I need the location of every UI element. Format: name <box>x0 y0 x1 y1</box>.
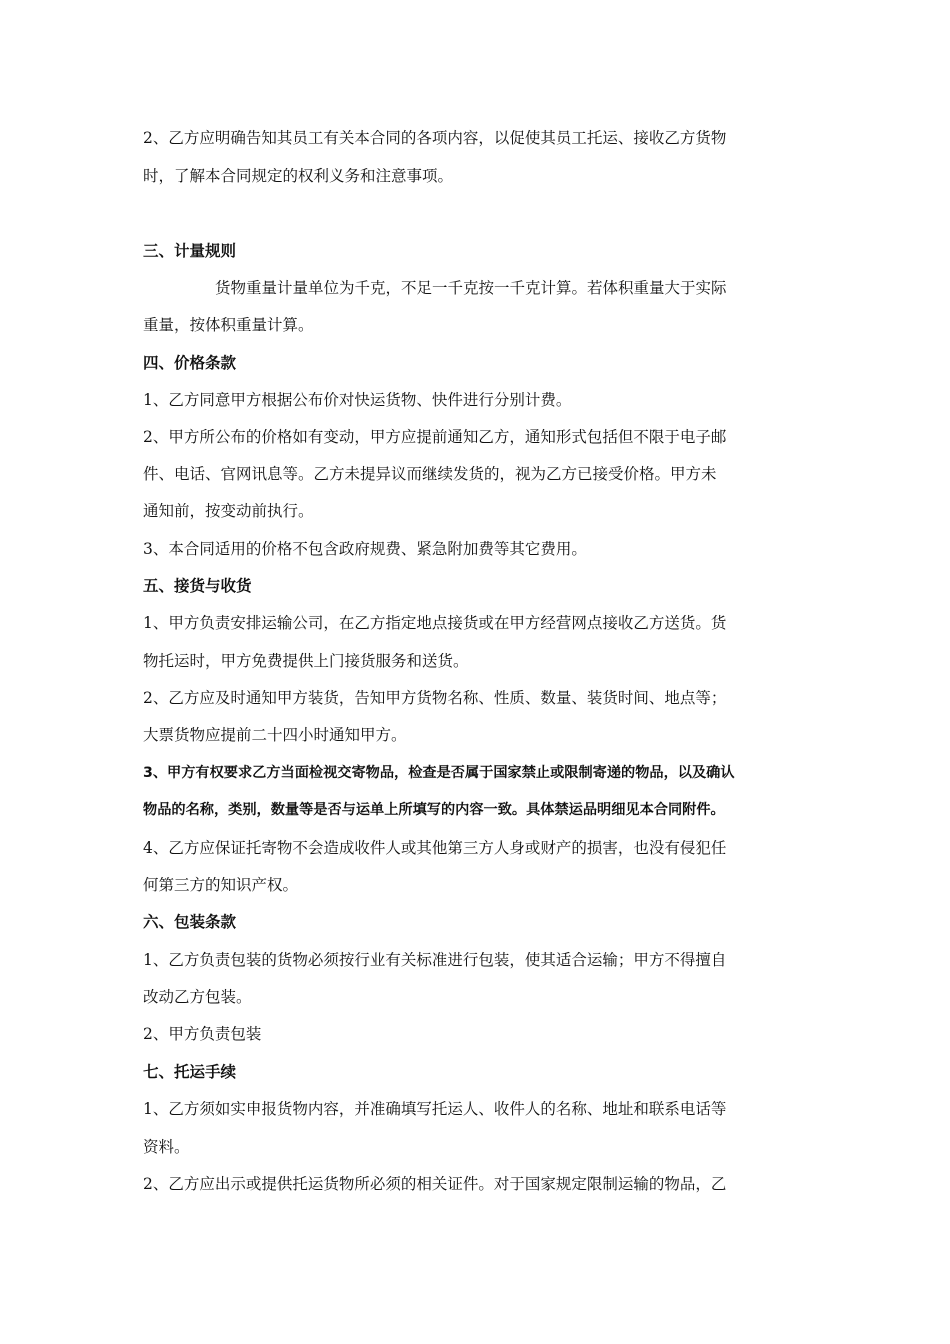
section2-item2-line1: 2、乙方应明确告知其员工有关本合同的各项内容，以促使其员工托运、接收乙方货物 <box>143 129 727 147</box>
section5-item3-line2: 物品的名称，类别，数量等是否与运单上所填写的内容一致。具体禁运品明细见本合同附件。 <box>143 802 725 818</box>
section7-heading: 七、托运手续 <box>143 1063 237 1081</box>
section4-item2-line3: 通知前，按变动前执行。 <box>143 502 314 520</box>
section6-item2: 2、甲方负责包装 <box>143 1025 262 1043</box>
section3-line2: 重量，按体积重量计算。 <box>143 316 314 334</box>
section5-item3-line1: 3、甲方有权要求乙方当面检视交寄物品，检查是否属于国家禁止或限制寄递的物品，以及确认 <box>143 765 735 781</box>
section7-item1-line1: 1、乙方须如实申报货物内容，并准确填写托运人、收件人的名称、地址和联系电话等 <box>143 1100 727 1118</box>
section4-heading: 四、价格条款 <box>143 354 237 372</box>
section6-heading: 六、包装条款 <box>143 913 237 931</box>
section2-item2-line2: 时，了解本合同规定的权利义务和注意事项。 <box>143 167 454 185</box>
section5-item2-line1: 2、乙方应及时通知甲方装货，告知甲方货物名称、性质、数量、装货时间、地点等； <box>143 689 727 707</box>
section5-item4-line2: 何第三方的知识产权。 <box>143 876 299 894</box>
section3-heading: 三、计量规则 <box>143 242 237 260</box>
section5-item1-line2: 物托运时，甲方免费提供上门接货服务和送货。 <box>143 652 469 670</box>
section4-item1: 1、乙方同意甲方根据公布价对快运货物、快件进行分别计费。 <box>143 391 572 409</box>
section4-item3: 3、本合同适用的价格不包含政府规费、紧急附加费等其它费用。 <box>143 540 587 558</box>
section7-item2-line1: 2、乙方应出示或提供托运货物所必须的相关证件。对于国家规定限制运输的物品，乙 <box>143 1175 727 1193</box>
section6-item1-line2: 改动乙方包装。 <box>143 988 252 1006</box>
section7-item1-line2: 资料。 <box>143 1138 190 1156</box>
section5-item2-line2: 大票货物应提前二十四小时通知甲方。 <box>143 726 407 744</box>
section5-item4-line1: 4、乙方应保证托寄物不会造成收件人或其他第三方人身或财产的损害，也没有侵犯任 <box>143 839 727 857</box>
section4-item2-line2: 件、电话、官网讯息等。乙方未提异议而继续发货的，视为乙方已接受价格。甲方未 <box>143 465 717 483</box>
section6-item1-line1: 1、乙方负责包装的货物必须按行业有关标准进行包装，使其适合运输；甲方不得擅自 <box>143 951 727 969</box>
section3-line1: 货物重量计量单位为千克，不足一千克按一千克计算。若体积重量大于实际 <box>215 279 727 297</box>
section4-item2-line1: 2、甲方所公布的价格如有变动，甲方应提前通知乙方，通知形式包括但不限于电子邮 <box>143 428 727 446</box>
section5-item1-line1: 1、甲方负责安排运输公司，在乙方指定地点接货或在甲方经营网点接收乙方送货。货 <box>143 614 727 632</box>
section5-heading: 五、接货与收货 <box>143 577 252 595</box>
